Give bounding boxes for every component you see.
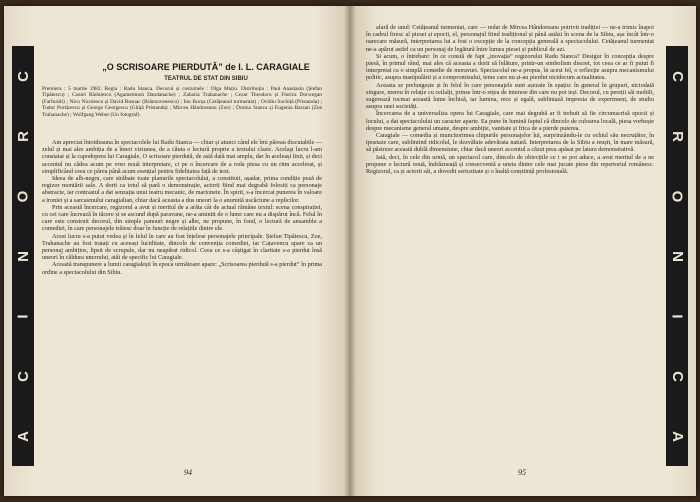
page-number-left: 94 [184,468,192,477]
strip-letter: O [668,190,686,202]
paragraph: Caragiale — comedia și muncitorimea chipurile personajelor lui, surprinzându-le cu ochiul său necruțător, în ipostaze care, subliniind ridicolul, le dezvăluie adevărata natură. Interpretarea de la Sibiu a reușit, în mare măsură, să păstreze această dublă dimensiune, chiar dacă uneori accentul a căzut prea apăsat pe latura demonstrativă. [366,132,654,154]
production-credits: Premiera : 5 martie 1982. Regia : Radu Stanca. Decorul și costumele : Olga Muțiu. Distribuția : Paul Anastasiu (Ștefan Tipătescu) ; Costel Rădulescu (Agamemnon Dandanache) ; Zaharia Trahanache ; Cezar Theodoru și Florica Dorwegan (Farfuridi) ; Nicu Nicolescu și David Rusnac (Brânzovenescu) ; Ion Bocșa (Cetățeanul turmentat) ; Ovidiu Suchiță (Pristanda) ; Tudor Portărescu și George Georgescu (Ghiță Pristanda) ; Mircea Hândoreanu (Zoe) ; Dorina Stanca și Eugenia Barzan (Zoe Trahanache) ; Wolfgang Weber (Un fotograf). [42,86,322,118]
paragraph: Prin această încercare, regizorul a avut și meritul de a arăta cât de actual rămâne textul: scena conspirației, cu cei care lucrează în tăcere și se ascund după paravane, ne-a amintit de o lume care nu a dispărut încă. Felul în care este construit decorul, din simple panouri negre și albe, ne propune, în fond, o lectură de ansamblu a comediei, în care personajele trăiesc doar în funcție de relațiile dintre ele. [42,203,322,233]
strip-letter: C [668,370,686,382]
strip-letter: I [14,313,32,319]
strip-letter: R [14,130,32,142]
paragraph: afară de unul: Cetățeanul turmentat, care — redat de Mircea Hândoreanu potrivit tradiției — ne-a trimis înapoi în cadrul firesc al piesei și epocii, el, personajul fiind tradițional și până astăzi în scena de la Sibiu, așa încât într-o oarecare măsură, interpretarea lui a fost o excepție de la concepția generală a spectacolului. Cetățeanul turmentat ne-a apărut astfel ca un personaj de legătură între lumea piesei și publicul de azi. [366,24,654,53]
strip-letter: N [668,250,686,262]
paragraph: Încercarea de a universaliza opera lui Caragiale, care mai degrabă ar fi trebuit să fie circumscrisă epocii și locului, a dat spectacolului un caracter aparte. Ea pune în lumină faptul că dincolo de culoarea locală, piesa vorbește despre mecanisme general umane, despre ambiție, vanitate și frica de a pierde puterea. [366,110,654,132]
strip-letter: I [668,313,686,319]
paragraph: Acest lucru s-a putut vedea și în felul în care au fost înțelese personajele principale. Ștefan Tipătescu, Zoe, Trahanache au fost tratați cu aceeași luciditate, dincolo de convenția comediei, iar Cațavencu apare ca un personaj ambițios, lipsit de scrupule, dar nu neapărat ridicol. Ceea ce s-a câștigat în claritate s-a pierdut însă uneori în căldura umorului, atât de specific lui Caragiale. [42,232,322,262]
paragraph: Ideea de alb-negru, care străbate toate planurile spectacolului, a constituit, așadar, prima condiție pusă de regizor montării sale. A dorit ca totul să pară o demonstrație, actorii fiind mai degrabă folosiți ca personaje abstracte, iar contrastul a dat senzația unui teatru mecanic, de marionete. În spirit, s-a încercat punerea în valoare a ironiei și a sarcasmului caragialian, chiar dacă aceasta a dus uneori la o anumită uscăciune a replicilor. [42,175,322,204]
book-spread [4,6,696,496]
strip-letter: N [14,250,32,262]
strip-letter: C [14,70,32,82]
paragraph: Iată, deci, în cele din urmă, un spectacol care, dincolo de obiecțiile ce i se pot aduce, a avut meritul de a ne propune o lectură nouă, îndrăzneață și consecventă a uneia dintre cele mai jucate piese din repertoriul românesc. Regizorul, ca și actorii săi, a dovedit seriozitate și o înaltă conștiință profesională. [366,153,654,176]
left-page [4,6,350,496]
book-gutter [344,6,356,496]
left-body-text [42,139,322,479]
strip-letter: R [668,130,686,142]
cronica-strip-left [12,46,34,466]
strip-letter: A [14,430,32,442]
strip-letter: C [668,70,686,82]
strip-letter: A [668,430,686,442]
article-subtitle: TEATRUL DE STAT DIN SIBIU [164,76,248,82]
strip-letter: O [14,190,32,202]
paragraph: Aceasta se prelungește și în felul în care personajele sunt așezate în spațiu: în general în grupuri, niciodată singure, mereu în relație cu ceilalți, prinse într-o rețea de interese din care nu pot ieși. Decorul, cu pereții săi mobili, sugerează tocmai această lume închisă, iar lumina, rece și egală, subliniază impresia de experiment, de studiu asupra unei societăți. [366,81,654,111]
right-body-text [366,24,654,464]
paragraph: Am apreciat întotdeauna în spectacolele lui Radu Stanca — chiar și atunci când ele îmi păreau discutabile — zelul și mai ales ambiția de a înnoi viziunea, de a căuta o lectură proprie a textului clasic. Acelaşi lucru l-am constatat și la capodopera lui Caragiale, O scrisoare pierdută, de astă dată mai amplu, dar în aceleași linii, și deci accentul nu cădea acum pe vreo nouă interpretare, ci pe o încercare de a reda piesa cu un ritm accelerat, și simplificând ceea ce părea până acum esențial pentru fidelitatea față de text. [42,139,322,175]
paragraph: Si acum, o întrebare: în ce constă de fapt „inovația” regizorului Radu Stanca? Desigur în concepția despre piesă, în primul rând, mai ales că aceasta a dorit să înlăture, printr-un simbolism discret, tot ceea ce ar fi putut fi interpretat ca o simplă comedie de moravuri. Spectacolul ne-a propus, în acest fel, o reflecție asupra mecanismului politic, asupra manipulării și a compromisului, teme care nu și-au pierdut nicidecum actualitatea. [366,52,654,82]
page-number-right: 95 [518,468,526,477]
strip-letter: C [14,370,32,382]
cronica-strip-right [666,46,688,466]
right-page [350,6,696,496]
paragraph: Această transpunere a lumii caragialești în epoca următoare apare: „Scrisoarea pierdută s-a pierdut” în prima ordine a spectacolului din Sibiu. [42,261,322,276]
article-title: „O SCRISOARE PIERDUTĂ” de I. L. CARAGIALE [102,62,310,72]
